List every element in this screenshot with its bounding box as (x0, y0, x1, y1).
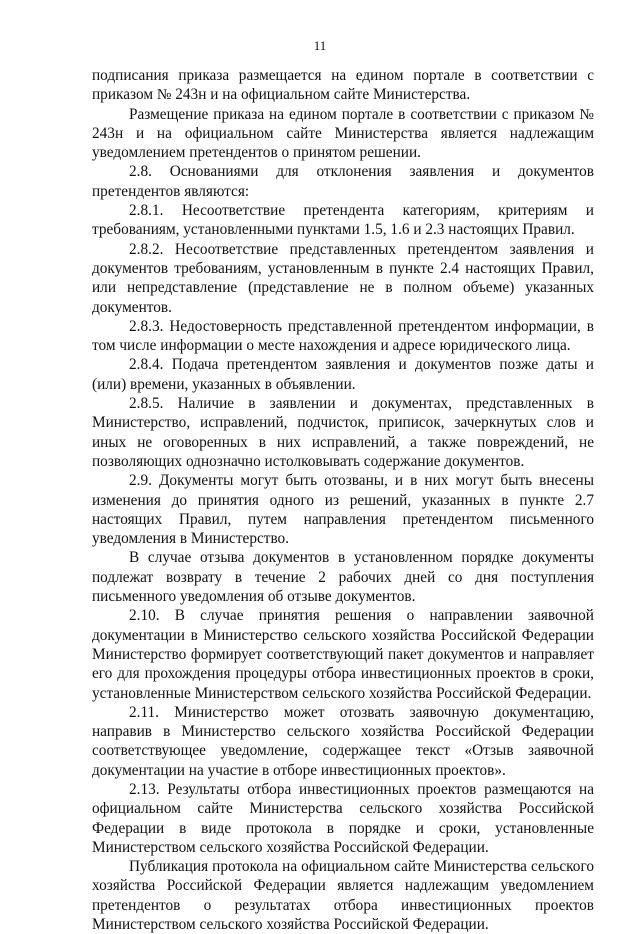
paragraph-continuation: подписания приказа размещается на едином портале в соответствии с приказом № 243н и на официальном сайте Министерства. (92, 67, 594, 104)
document-body (92, 66, 594, 934)
paragraph-2-13: 2.13. Результаты отбора инвестиционных проектов размещаются на официальном сайте Министерства сельского хозяйства Российской Федерации в виде протокола в порядке и сроки, установленные Министерством сельского хозяйства Российской Федерации. (92, 780, 594, 856)
page-number: 11 (313, 38, 327, 53)
paragraph-2-10: 2.10. В случае принятия решения о направлении заявочной документации в Министерство сельского хозяйства Российской Федерации Министерство формирует соответствующий пакет документов и направляет его для прохождения процедуры отбора инвестиционных проектов в сроки, установленные Министерством сельского хозяйства Российской Федерации. (92, 607, 594, 702)
paragraph-document-return: В случае отзыва документов в установленном порядке документы подлежат возврату в течение 2 рабочих дней со дня поступления письменного уведомления об отзыве документов. (92, 549, 594, 606)
paragraph-2-8-1: 2.8.1. Несоответствие претендента категориям, критериям и требованиям, установленными пунктами 1.5, 1.6 и 2.3 настоящих Правил. (92, 202, 594, 239)
paragraph-2-11: 2.11. Министерство может отозвать заявочную документацию, направив в Министерство сельского хозяйства Российской Федерации соответствующее уведомление, содержащее текст «Отзыв заявочной документации на участие в отборе инвестиционных проектов». (92, 703, 594, 779)
paragraph-protocol-publication: Публикация протокола на официальном сайте Министерства сельского хозяйства Российской Федерации является надлежащим уведомлением претендентов о результатах отбора инвестиционных проектов Министерством сельского хозяйства Российской Федерации. (92, 858, 594, 934)
paragraph-2-8-3: 2.8.3. Недостоверность представленной претендентом информации, в том числе информации о месте нахождения и адресе юридического лица. (92, 317, 594, 355)
paragraph-2-8-2: 2.8.2. Несоответствие представленных претендентом заявления и документов требованиям, установленным в пункте 2.4 настоящих Правил, или непредставление (представление не в полном объеме) указанных документов. (92, 240, 594, 316)
paragraph-2-8: 2.8. Основаниями для отклонения заявления и документов претендентов являются: (92, 163, 594, 200)
paragraph-2-8-5: 2.8.5. Наличие в заявлении и документах, представленных в Министерство, исправлений, подчисток, приписок, зачеркнутых слов и иных не оговоренных в них исправлений, а также повреждений, не позволяющих однозначно истолковывать содержание документов. (92, 395, 594, 470)
paragraph-order-placement: Размещение приказа на едином портале в соответствии с приказом № 243н и на официальном сайте Министерства является надлежащим уведомлением претендентов о принятом решении. (92, 105, 594, 162)
paragraph-2-9: 2.9. Документы могут быть отозваны, и в них могут быть внесены изменения до принятия одного из решений, указанных в пункте 2.7 настоящих Правил, путем направления претендентом письменного уведомления в Министерство. (92, 472, 594, 548)
paragraph-2-8-4: 2.8.4. Подача претендентом заявления и документов позже даты и (или) времени, указанных в объявлении. (92, 356, 594, 393)
